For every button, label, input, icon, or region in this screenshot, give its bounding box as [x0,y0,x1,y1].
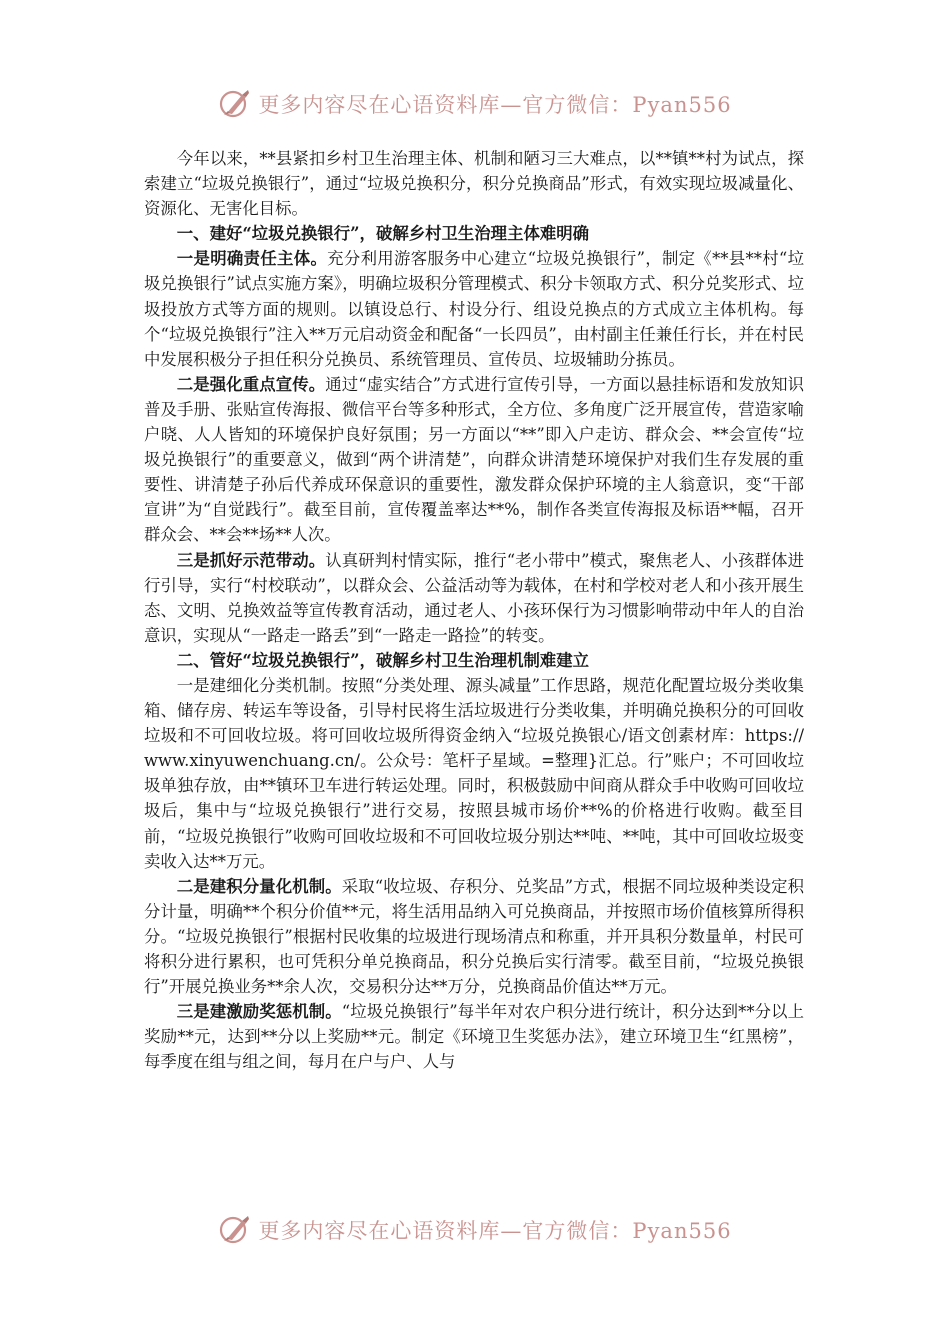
pen-nib-logo-icon [218,87,252,121]
paragraph-lead: 二是建积分量化机制。 [176,876,342,896]
paragraph-body: 认真研判村情实际，推行“老小带中”模式，聚焦老人、小孩群体进行引导，实行“村校联动”，以群众会、公益活动等为载体，在村和学校对老人和小孩开展生态、文明、兑换效益等宣传教育活动，通过老人、小孩环保行为习惯影响带动中年人的自治意识，实现从“一路走一路丢”到“一路走一路捡”的转变。 [144,550,805,645]
section-2-heading: 二、管好“垃圾兑换银行”，破解乡村卫生治理机制难建立 [176,650,590,670]
footer-watermark-banner [0,1210,950,1250]
pen-nib-logo-icon [218,1213,252,1247]
section-1-paragraph-3 [144,548,804,648]
banner-text: 更多内容尽在心语资料库—官方微信：Pyan556 [258,93,732,117]
banner-text: 更多内容尽在心语资料库—官方微信：Pyan556 [258,1219,732,1243]
section-2-paragraph-3 [144,999,804,1074]
paragraph-body: 通过“虚实结合”方式进行宣传引导，一方面以悬挂标语和发放知识普及手册、张贴宣传海报、微信平台等多种形式，全方位、多角度广泛开展宣传，营造家喻户晓、人人皆知的环境保护良好氛围；另一方面以“**”即入户走访、群众会、**会宣传“垃圾兑换银行”的重要意义，做到“两个讲清楚”，向群众讲清楚环境保护对我们生存发展的重要性、讲清楚子孙后代养成环保意识的重要性，激发群众保护环境的主人翁意识，变“干部宣讲”为“自觉践行”。截至目前，宣传覆盖率达**%，制作各类宣传海报及标语**幅，召开群众会、**会**场**人次。 [144,374,805,545]
paragraph-body: 采取“收垃圾、存积分、兑奖品”方式，根据不同垃圾种类设定积分计量，明确**个积分价值**元，将生活用品纳入可兑换商品，并按照市场价值核算所得积分。“垃圾兑换银行”根据村民收集的垃圾进行现场清点和称重，并开具积分数量单，村民可将积分进行累积，也可凭积分单兑换商品，积分兑换后实行清零。截至目前，“垃圾兑换银行”开展兑换业务**余人次，交易积分达**万分，兑换商品价值达**万元。 [144,876,805,997]
paragraph-lead: 一是明确责任主体。 [176,249,328,269]
section-2-paragraph-2 [144,874,804,999]
section-1-paragraph-1 [144,246,804,371]
paragraph-lead: 三是建激励奖惩机制。 [176,1002,342,1022]
paragraph-body: “垃圾兑换银行”每半年对农户积分进行统计，积分达到**分以上奖励**元，达到**分以上奖励**元。制定《环境卫生奖惩办法》，建立环境卫生“红黑榜”，每季度在组与组之间，每月在户与户、人与 [144,1002,805,1072]
header-watermark-banner [0,84,950,124]
document-body [144,146,804,1074]
paragraph-lead: 二是强化重点宣传。 [176,374,326,394]
section-1-paragraph-2 [144,372,804,548]
paragraph-lead: 三是抓好示范带动。 [176,550,326,570]
paragraph-body: 充分利用游客服务中心建立“垃圾兑换银行”，制定《**县**村“垃圾兑换银行”试点实施方案》，明确垃圾积分管理模式、积分卡领取方式、积分兑奖形式、垃圾投放方式等方面的规则。以镇设总行、村设分行、组设兑换点的方式成立主体机构。每个“垃圾兑换银行”注入**万元启动资金和配备“一长四员”，由村副主任兼任行长，并在村民中发展积极分子担任积分兑换员、系统管理员、宣传员、垃圾辅助分拣员。 [144,249,804,369]
section-2-paragraph-1: 一是建细化分类机制。按照“分类处理、源头减量”工作思路，规范化配置垃圾分类收集箱、储存房、转运车等设备，引导村民将生活垃圾进行分类收集，并明确兑换积分的可回收垃圾和不可回收垃圾。将可回收垃圾所得资金纳入“垃圾兑换银心/语文创素材库：https://www.xinyuwenchuang.cn/。公众号：笔杆子星域。=整理}汇总。行”账户；不可回收垃圾单独存放，由**镇环卫车进行转运处理。同时，积极鼓励中间商从群众手中收购可回收垃圾后，集中与“垃圾兑换银行”进行交易，按照县城市场价**%的价格进行收购。截至目前，“垃圾兑换银行”收购可回收垃圾和不可回收垃圾分别达**吨、**吨，其中可回收垃圾变卖收入达**万元。 [144,675,804,871]
section-1-heading: 一、建好“垃圾兑换银行”，破解乡村卫生治理主体难明确 [176,224,590,244]
intro-paragraph: 今年以来，**县紧扣乡村卫生治理主体、机制和陋习三大难点，以**镇**村为试点，探索建立“垃圾兑换银行”，通过“垃圾兑换积分，积分兑换商品”形式，有效实现垃圾减量化、资源化、无害化目标。 [144,149,804,219]
